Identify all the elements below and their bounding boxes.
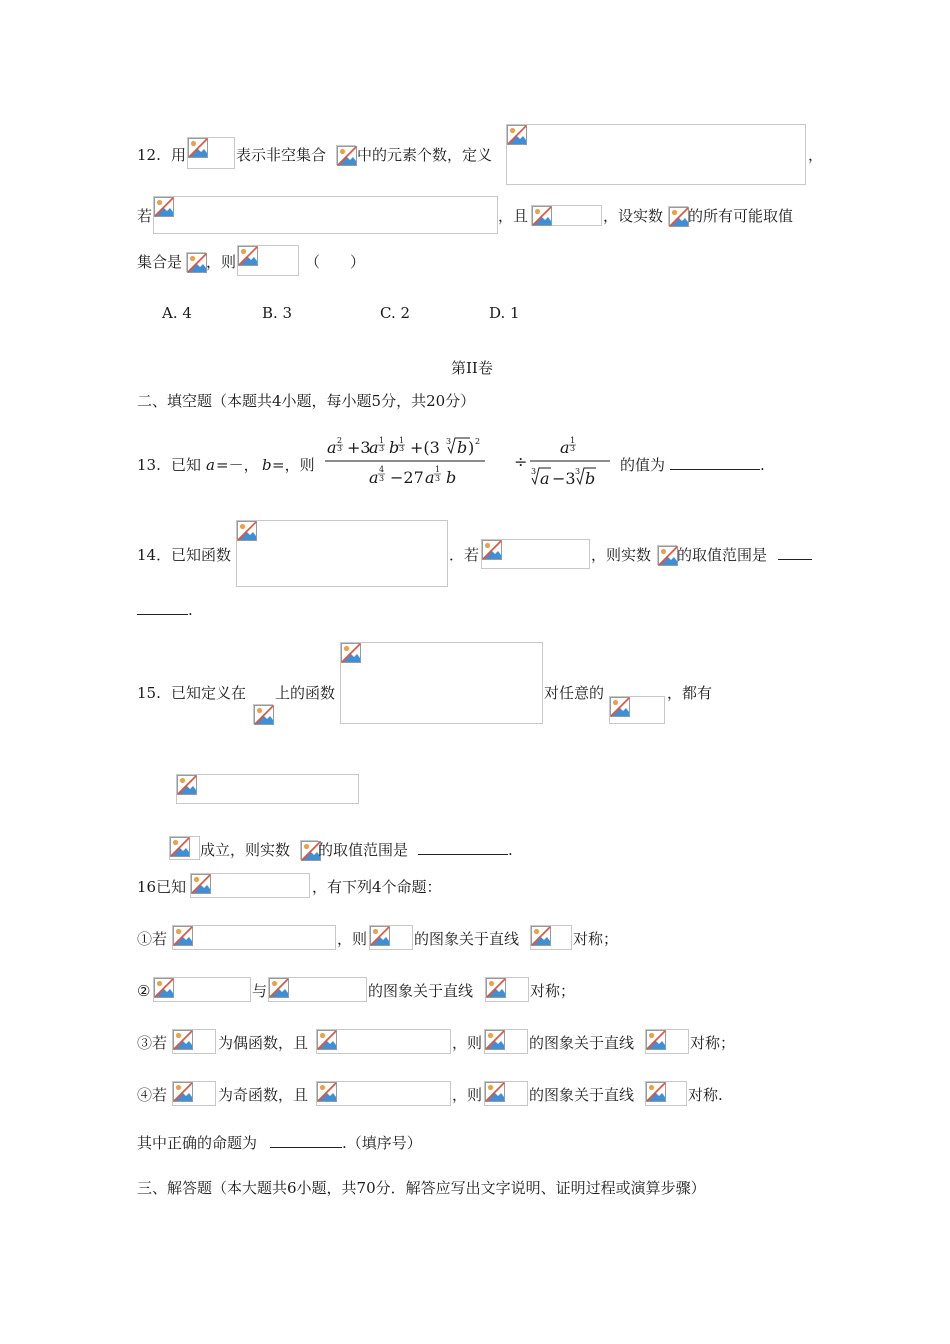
broken-image-icon — [237, 521, 257, 541]
formula-image — [237, 245, 299, 276]
broken-image-icon — [317, 1082, 337, 1102]
broken-image-icon — [669, 207, 689, 227]
proposition-3-text: 为偶函数，且 — [218, 1034, 309, 1052]
svg-text:b: b — [446, 468, 457, 487]
q14-text: ，则实数 — [591, 546, 652, 564]
q14-text: 的取值范围是 — [677, 546, 768, 564]
formula-image — [484, 1081, 528, 1106]
svg-text:+3: +3 — [347, 438, 371, 457]
broken-image-icon — [173, 1082, 193, 1102]
proposition-4-text: 对称. — [688, 1086, 723, 1104]
formula-image — [645, 1081, 687, 1106]
svg-text:2: 2 — [475, 437, 481, 446]
q14-text: 已知函数 — [171, 546, 232, 564]
q12-text: 表示非空集合 — [236, 146, 327, 164]
svg-text:+(3: +(3 — [410, 438, 440, 457]
svg-text:): ) — [468, 438, 475, 457]
q14-text: ．若 — [449, 546, 480, 564]
formula-image — [187, 137, 235, 169]
broken-image-icon — [187, 253, 207, 273]
broken-image-icon — [482, 540, 502, 560]
section-heading: 二、填空题（本题共4小题，每小题5分，共20分） — [137, 392, 476, 410]
proposition-3-text: 的图象关于直线 — [529, 1034, 635, 1052]
q16-answer-end: .（填序号） — [342, 1134, 422, 1152]
formula-image — [172, 1029, 216, 1054]
formula-image — [300, 840, 318, 860]
svg-text:−3: −3 — [552, 469, 576, 488]
q15-text: 的取值范围是 — [318, 841, 409, 859]
q15-text: ，都有 — [667, 684, 713, 702]
formula-image — [186, 252, 206, 272]
formula-image — [530, 925, 572, 950]
proposition-2-mark: ② — [137, 982, 151, 1000]
formula-image — [316, 1081, 451, 1106]
q12-text: 中的元素个数，定义 — [357, 146, 493, 164]
q12-text: ，则 — [206, 253, 237, 271]
q15-end: . — [508, 841, 513, 859]
svg-text:a: a — [369, 438, 379, 457]
q16-text: ，有下列4个命题： — [312, 878, 442, 896]
formula-image — [268, 977, 367, 1002]
answer-blank — [778, 545, 812, 560]
q12-text: 若 — [137, 207, 153, 225]
broken-image-icon — [610, 697, 630, 717]
formula-image — [668, 206, 688, 226]
broken-image-icon — [154, 197, 174, 217]
q13-end: . — [760, 456, 765, 474]
broken-image-icon — [173, 1030, 193, 1050]
answer-blank — [270, 1133, 342, 1148]
formula-image — [253, 704, 273, 724]
fraction-expression — [322, 434, 612, 492]
proposition-3-text: 对称； — [690, 1034, 736, 1052]
option-d: D. 1 — [489, 304, 520, 322]
formula-image — [153, 196, 498, 234]
q13-text: =，则 — [272, 456, 315, 474]
svg-text:b: b — [585, 469, 596, 488]
proposition-1-text: ，则 — [337, 930, 368, 948]
svg-text:2: 2 — [337, 436, 343, 445]
svg-text:3: 3 — [379, 444, 385, 453]
q13-var-a: a — [206, 456, 215, 474]
svg-text:1: 1 — [570, 436, 576, 445]
broken-image-icon — [177, 775, 197, 795]
q13-text: 已知 — [171, 456, 202, 474]
svg-text:3: 3 — [575, 467, 581, 476]
svg-text:a: a — [560, 438, 570, 457]
proposition-3-mark: ③若 — [137, 1034, 168, 1052]
broken-image-icon — [486, 978, 506, 998]
formula-image — [316, 1029, 451, 1054]
formula-image — [484, 1029, 528, 1054]
formula-image — [190, 873, 310, 898]
broken-image-icon — [658, 546, 678, 566]
proposition-1-text: 的图象关于直线 — [414, 930, 520, 948]
svg-text:3: 3 — [399, 444, 405, 453]
proposition-2-text: 对称； — [530, 982, 576, 1000]
svg-text:a: a — [425, 468, 435, 487]
q16-text: 16已知 — [137, 878, 187, 896]
q15-text: 对任意的 — [544, 684, 605, 702]
broken-image-icon — [170, 837, 190, 857]
q12-text: ，设实数 — [603, 207, 664, 225]
formula-image — [506, 124, 806, 185]
q12-text: （ ） — [305, 253, 366, 271]
q13-var-b: b — [262, 456, 272, 474]
formula-image — [176, 774, 359, 804]
q13-number: 13. — [137, 456, 161, 474]
proposition-2-text: 与 — [252, 982, 268, 1000]
svg-text:a: a — [540, 469, 550, 488]
q13-expression — [322, 434, 612, 492]
broken-image-icon — [646, 1082, 666, 1102]
q15-text: 上的函数 — [275, 684, 336, 702]
svg-text:3: 3 — [446, 437, 452, 446]
answer-blank — [418, 840, 508, 855]
svg-text:b: b — [457, 438, 468, 457]
formula-image — [236, 520, 448, 587]
formula-image — [153, 977, 251, 1002]
svg-text:4: 4 — [379, 465, 385, 474]
formula-image — [481, 539, 590, 569]
q16-answer-prompt: 其中正确的命题为 — [137, 1134, 258, 1152]
broken-image-icon — [191, 874, 211, 894]
proposition-2-text: 的图象关于直线 — [368, 982, 474, 1000]
broken-image-icon — [269, 978, 289, 998]
proposition-4-text: 的图象关于直线 — [529, 1086, 635, 1104]
proposition-4-text: ，则 — [452, 1086, 483, 1104]
formula-image — [657, 545, 677, 565]
broken-image-icon — [254, 705, 274, 725]
proposition-1-text: 对称； — [573, 930, 619, 948]
broken-image-icon — [154, 978, 174, 998]
q13-text: 的值为 — [620, 456, 666, 474]
q14-number: 14． — [137, 546, 172, 564]
q13-text: =－， — [216, 456, 259, 474]
q15-text: 成立，则实数 — [200, 841, 291, 859]
formula-image — [485, 977, 529, 1002]
svg-text:−27: −27 — [390, 468, 424, 487]
q14-end: . — [188, 601, 193, 619]
formula-image — [336, 145, 356, 165]
formula-image — [609, 696, 665, 724]
broken-image-icon — [531, 926, 551, 946]
svg-text:1: 1 — [379, 436, 385, 445]
broken-image-icon — [337, 146, 357, 166]
formula-image — [369, 925, 413, 950]
broken-image-icon — [485, 1030, 505, 1050]
broken-image-icon — [238, 246, 258, 266]
svg-text:3: 3 — [531, 467, 537, 476]
svg-text:3: 3 — [435, 474, 441, 483]
broken-image-icon — [188, 138, 208, 158]
answer-blank — [137, 600, 188, 615]
option-b: B. 3 — [262, 304, 293, 322]
svg-text:b: b — [389, 438, 400, 457]
svg-text:a: a — [327, 438, 337, 457]
svg-text:÷: ÷ — [514, 452, 528, 471]
option-c: C. 2 — [380, 304, 411, 322]
broken-image-icon — [507, 125, 527, 145]
broken-image-icon — [485, 1082, 505, 1102]
q12-text: 用 — [171, 146, 187, 164]
part-title: 第II卷 — [451, 359, 493, 377]
formula-image — [172, 1081, 216, 1106]
svg-text:3: 3 — [570, 444, 576, 453]
q12-text: ，且 — [498, 207, 529, 225]
broken-image-icon — [646, 1030, 666, 1050]
svg-text:1: 1 — [435, 465, 441, 474]
answer-blank — [670, 455, 760, 470]
proposition-3-text: ，则 — [452, 1034, 483, 1052]
svg-text:3: 3 — [337, 444, 343, 453]
q12-text: 的所有可能取值 — [688, 207, 794, 225]
q15-text: 已知定义在 — [171, 684, 247, 702]
formula-image — [172, 925, 336, 950]
proposition-1-mark: ①若 — [137, 930, 168, 948]
section-heading: 三、解答题（本大题共6小题，共70分．解答应写出文字说明、证明过程或演算步骤） — [137, 1179, 706, 1197]
broken-image-icon — [370, 926, 390, 946]
q15-number: 15. — [137, 684, 161, 702]
formula-image — [340, 642, 543, 724]
formula-image — [531, 205, 602, 226]
q12-text: 集合是 — [137, 253, 183, 271]
proposition-4-text: 为奇函数，且 — [218, 1086, 309, 1104]
formula-image — [645, 1029, 689, 1054]
formula-image — [169, 836, 200, 860]
proposition-4-mark: ④若 — [137, 1086, 168, 1104]
svg-text:3: 3 — [379, 474, 385, 483]
svg-text:1: 1 — [399, 436, 405, 445]
q12-number: 12. — [137, 146, 161, 164]
broken-image-icon — [173, 926, 193, 946]
svg-text:a: a — [369, 468, 379, 487]
broken-image-icon — [317, 1030, 337, 1050]
option-a: A. 4 — [162, 304, 192, 322]
broken-image-icon — [341, 643, 361, 663]
q12-text: ， — [808, 146, 824, 164]
broken-image-icon — [532, 206, 552, 226]
